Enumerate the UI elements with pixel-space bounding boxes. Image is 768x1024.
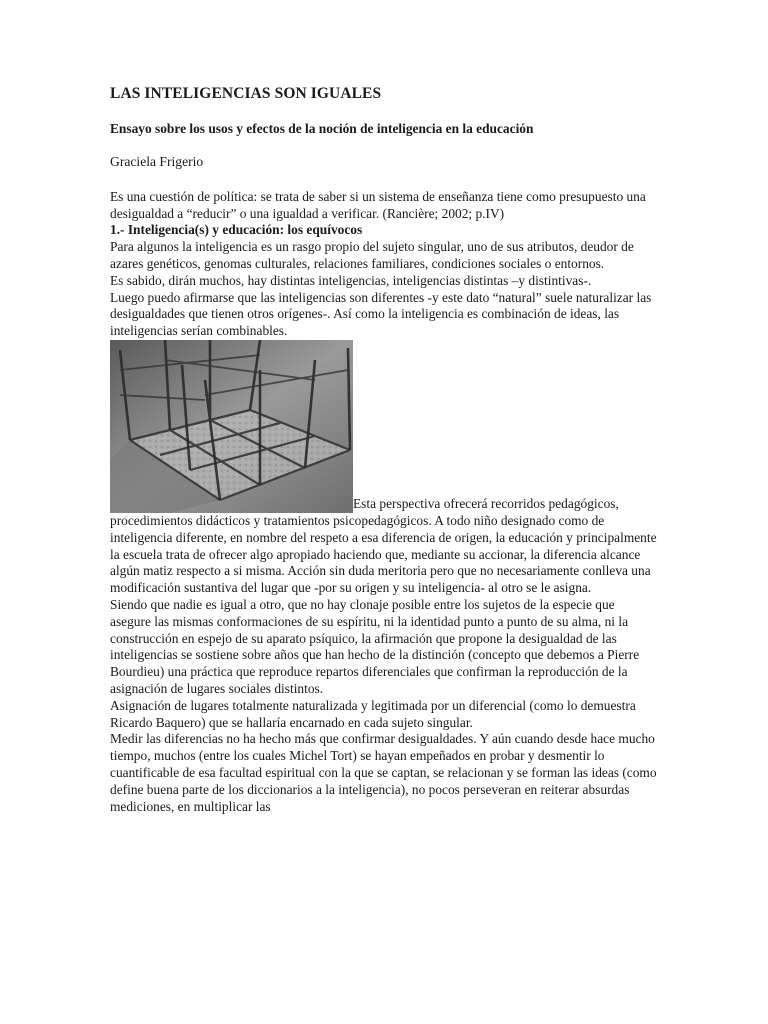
epigraph: Es una cuestión de política: se trata de saber si un sistema de enseñanza tiene como presupuesto una desigualdad a “reducir” o una igualdad a verificar. (Rancière; 2002; p.IV) xyxy=(110,188,646,221)
paragraph: Medir las diferencias no ha hecho más que confirmar desigualdades. Y aún cuando desde hace mucho tiempo, muchos (entre los cuales Michel Tort) se hayan empeñados en probar y desmentir lo cuantificable de esa facultad espiritual con la que se captan, se relacionan y se forman las ideas (como define buena parte de los diccionarios a la inteligencia), no pocos perseveran en reiterar absurdas mediciones, en multiplicar las xyxy=(110,731,657,814)
paragraph-text: Esta perspectiva ofrecerá recorridos pedagógicos, procedimientos didácticos y tratamientos psicopedagógicos. A todo niño designado como de inteligencia diferente, en nombre del respeto a esa diferencia de origen, la educación y principalmente la escuela trata de ofrecer algo apropiado haciendo que, mediante su accionar, la diferencia alcance algún matiz respecto a si misma. Acción sin duda meritoria pero que no necesariamente conlleva una modificación sustantiva del lugar que -por su origen y su inteligencia- al otro se le asigna. xyxy=(110,496,657,596)
paragraph: Asignación de lugares totalmente naturalizada y legitimada por un diferencial (como lo demuestra Ricardo Baquero) que se hallaría encarnado en cada sujeto singular. xyxy=(110,697,636,730)
paragraph: Es sabido, dirán muchos, hay distintas inteligencias, inteligencias distintas –y distintivas-. xyxy=(110,272,592,288)
metal-grid-structure-photo xyxy=(110,340,353,513)
paragraph: Para algunos la inteligencia es un rasgo propio del sujeto singular, uno de sus atributos, deudor de azares genéticos, genomas culturales, relaciones familiares, condiciones sociales o entornos. xyxy=(110,239,634,271)
document-page xyxy=(110,84,658,815)
paragraph: Luego puedo afirmarse que las inteligencias son diferentes -y este dato “natural” suele naturalizar las desigualdades que tienen otros orígenes-. Así como la inteligencia es combinación de ideas, las inteligencias serían combinables. xyxy=(110,289,652,339)
section-heading: 1.- Inteligencia(s) y educación: los equívocos xyxy=(110,222,363,238)
paragraph: Siendo que nadie es igual a otro, que no hay clonaje posible entre los sujetos de la especie que asegure las mismas conformaciones de su espíritu, ni la identidad punto a punto de su alma, ni la construcción en espejo de su aparato psíquico, la afirmación que propone la desigualdad de las inteligencias se sostiene sobre años que han hecho de la distinción (concepto que debemos a Pierre Bourdieu) una práctica que reproduce repartos diferenciales que confirman la reproducción de la asignación de lugares sociales distintos. xyxy=(110,596,640,696)
document-title: LAS INTELIGENCIAS SON IGUALES xyxy=(110,85,382,102)
paragraph-with-image xyxy=(110,340,658,597)
author-name: Graciela Frigerio xyxy=(110,154,204,169)
document-subtitle: Ensayo sobre los usos y efectos de la noción de inteligencia en la educación xyxy=(110,121,534,136)
